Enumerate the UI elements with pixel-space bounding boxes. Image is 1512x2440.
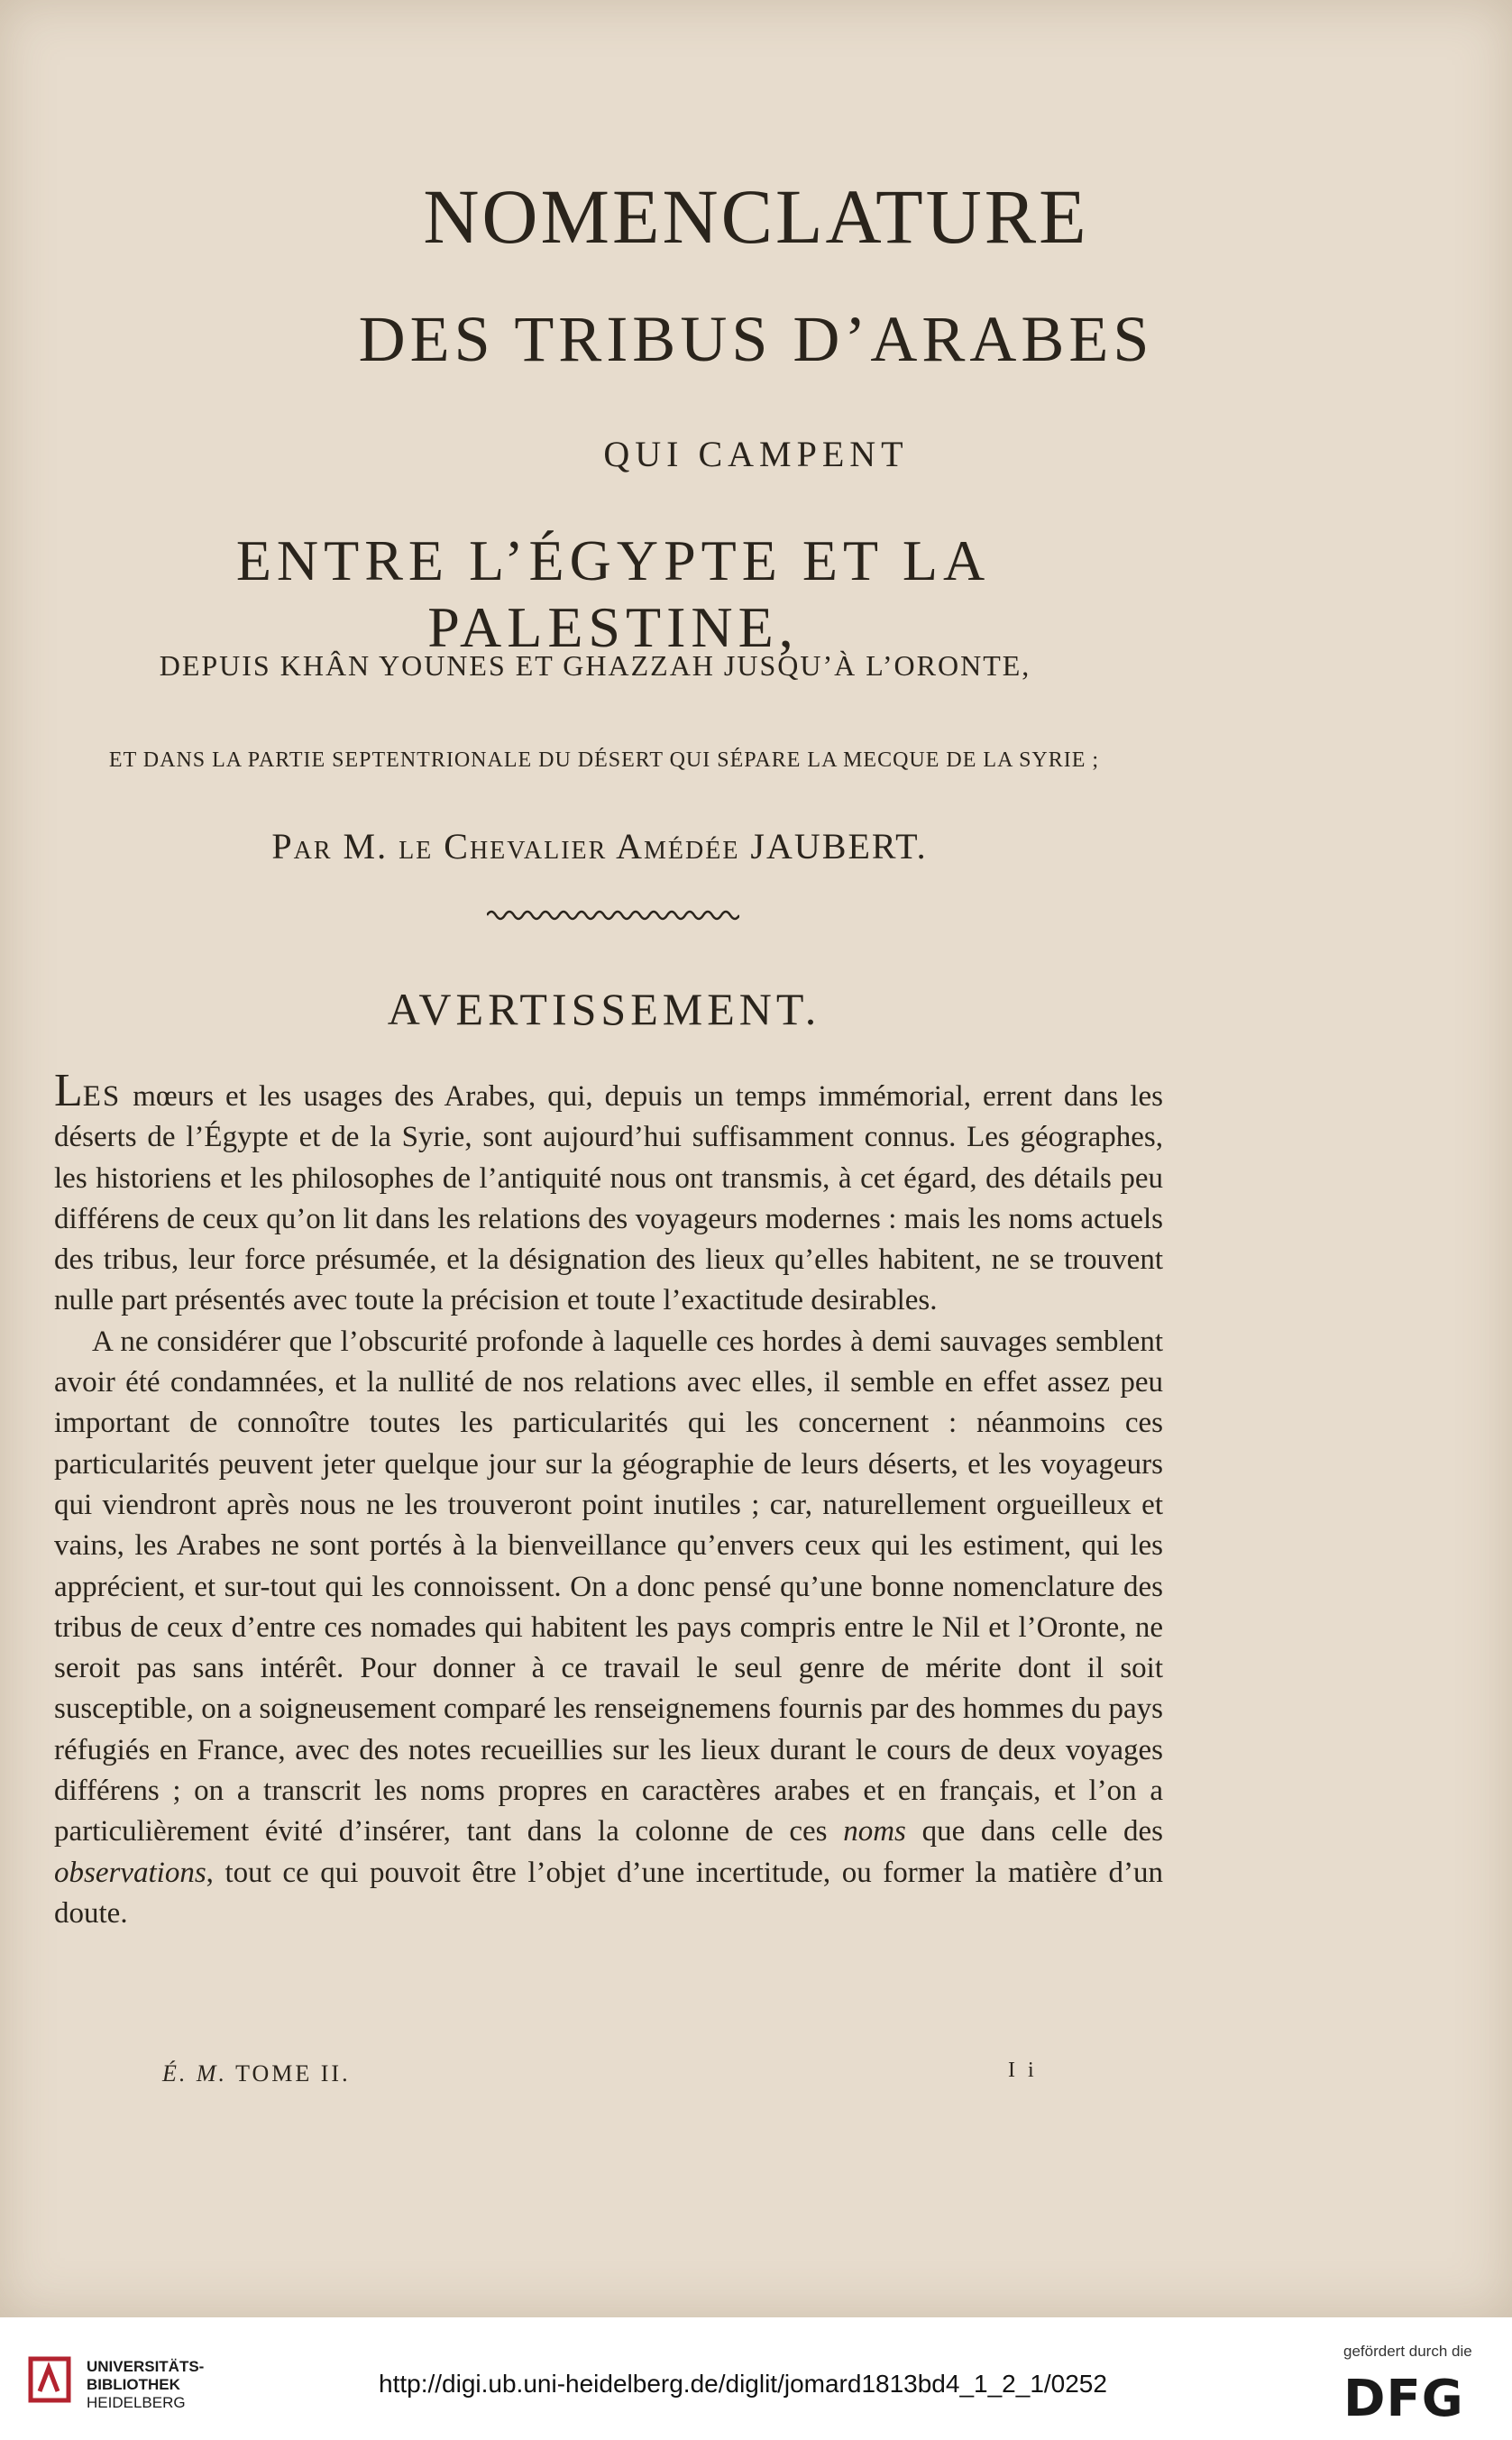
drop-cap: L [54, 1065, 83, 1116]
paragraph-2-text-a: A ne considérer que l’obscurité profonde à laquelle ces hordes à demi sauvages semblent avoir été condamnées, et la nullité de nos relations avec elles, il semble en effet assez peu important de connoître toutes les particularités qui les concernent : néanmoins ces particularités peuvent jeter quelque jour sur la géographie de leurs déserts, et les voyageurs qui viendront après nous ne les trouveront point inutiles ; car, naturellement orgueilleux et vains, les Arabes ne sont portés à la bienveillance qu’envers ceux qui les estiment, qui les apprécient, et sur-tout qui les connoissent. On a donc pensé qu’une bonne nomenclature des tribus de ceux d’entre ces nomades qui habitent les pays compris entre le Nil et l’Oronte, ne seroit pas sans intérêt. Pour donner à ce travail le seul genre de mérite dont il soit susceptible, on a soigneusement comparé les renseignemens fournis par des hommes du pays réfugiés en France, avec des notes recueillies sur les lieux durant le cours de deux voyages différens ; on a transcrit les noms propres en caractères arabes et en français, et l’on a particulièrement évité d’insérer, tant dans la colonne de ces [54, 1325, 1163, 1848]
library-line-1: UNIVERSITÄTS- [87, 2358, 205, 2375]
author-line: Par M. le Chevalier Amédée JAUBERT. [271, 826, 928, 867]
digitization-footer [0, 2317, 1512, 2440]
drop-cap-continuation: ES [82, 1080, 122, 1113]
title-nomenclature: NOMENCLATURE [423, 173, 1089, 260]
paragraph-1-text: mœurs et les usages des Arabes, qui, depuis un temps immémorial, errent dans les déserts de l’Égypte et de la Syrie, sont aujourd’hui suffisamment connus. Les géographes, les historiens et les philosophes de l’antiquité nous ont transmis, à cet égard, des détails peu différens de ceux qu’on lit dans les relations des voyageurs modernes : mais les noms actuels des tribus, leur force présumée, et la désignation des lieux qu’elles habitent, ne se trouvent nulle part présentés avec toute la précision et toute l’exactitude desirables. [54, 1080, 1163, 1317]
title-tribus: DES TRIBUS D’ARABES [358, 303, 1154, 375]
library-name [87, 2358, 204, 2412]
body-text [54, 1065, 1164, 1934]
signature-mark: I i [1008, 2059, 1038, 2082]
paragraph-2-text-b: que dans celle des [905, 1815, 1164, 1848]
paragraph-2-italic-observations: observations [54, 1856, 206, 1889]
university-library-logo-icon [27, 2355, 72, 2404]
subtitle-partie-septentrionale: ET DANS LA PARTIE SEPTENTRIONALE DU DÉSERT QUI SÉPARE LA MECQUE DE LA SYRIE ; [108, 748, 1100, 772]
paragraph-2 [54, 1322, 1163, 1934]
paragraph-2-italic-noms: noms [843, 1815, 906, 1848]
signature-line [162, 2060, 351, 2087]
title-entre-egypte: ENTRE L’ÉGYPTE ET LA PALESTINE, [235, 528, 991, 659]
section-heading: AVERTISSEMENT. [387, 984, 821, 1034]
funding-label: gefördert durch die [1343, 2343, 1472, 2360]
title-qui-campent: QUI CAMPENT [603, 434, 909, 474]
paragraph-1 [54, 1065, 1163, 1322]
permalink-url[interactable]: http://digi.ub.uni-heidelberg.de/diglit/jomard1813bd4_1_2_1/0252 [379, 2370, 1107, 2398]
paragraph-2-text-c: , tout ce qui pouvoit être l’objet d’une incertitude, ou former la matière d’un doute. [54, 1856, 1163, 1930]
signature-tome: TOME II. [227, 2060, 351, 2087]
library-line-3: HEIDELBERG [87, 2394, 186, 2411]
subtitle-depuis: DEPUIS KHÂN YOUNES ET GHAZZAH JUSQU’À L’ORONTE, [159, 649, 1031, 682]
library-line-2: BIBLIOTHEK [87, 2376, 180, 2393]
dfg-logo: DFG [1343, 2370, 1464, 2428]
ornament-divider [487, 906, 739, 924]
signature-italic: É. M. [162, 2060, 228, 2087]
